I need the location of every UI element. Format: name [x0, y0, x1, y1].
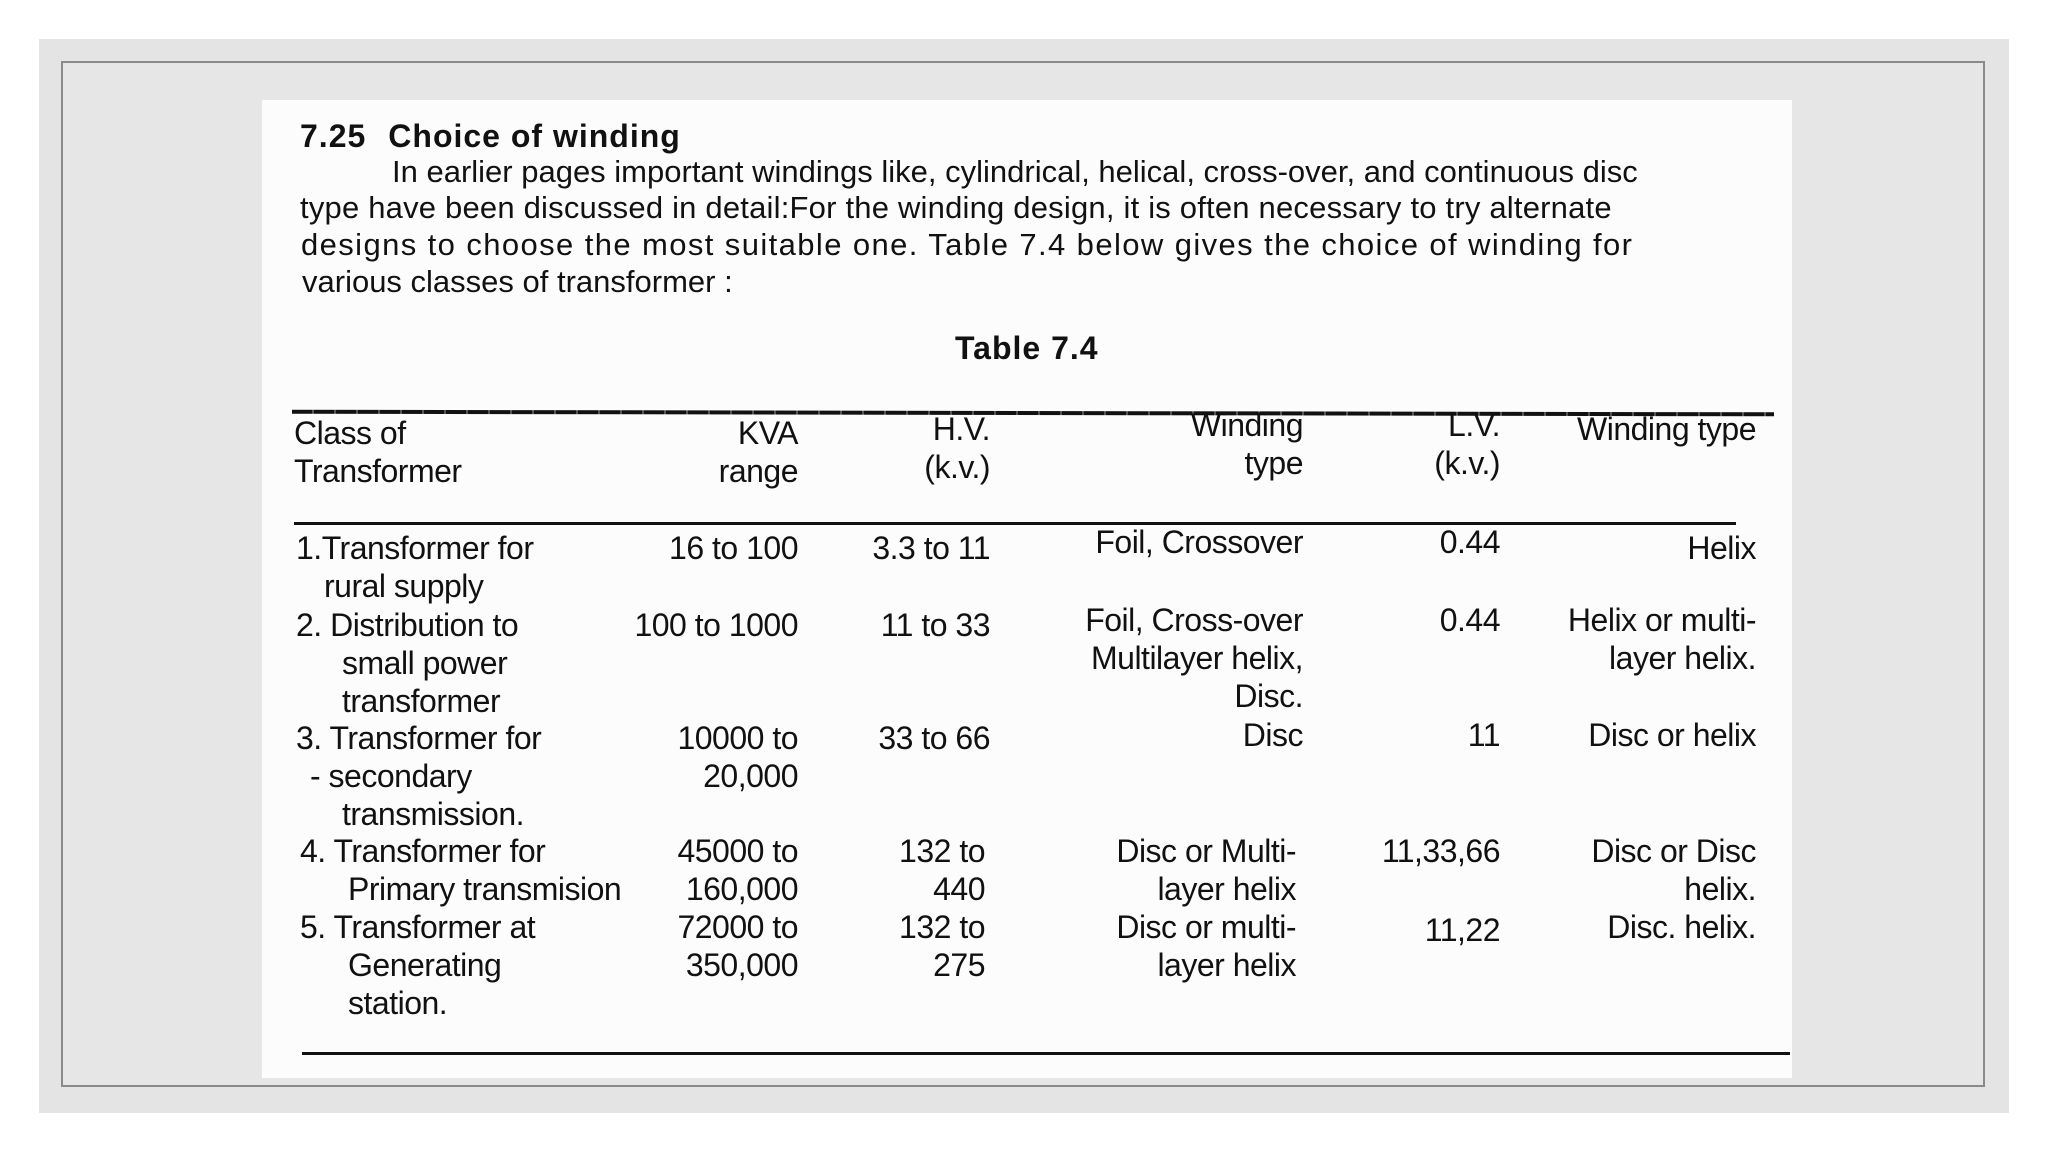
- row-2-lv-winding: Helix or multi- layer helix.: [1567, 602, 1756, 676]
- row-1-lv: 0.44: [1439, 524, 1500, 560]
- paragraph-line-2: type have been discussed in detail:For the winding design, it is often necessary to try alternate: [300, 190, 1612, 225]
- header-lv: L.V. (k.v.): [1434, 407, 1500, 481]
- row-3-hv-winding: Disc: [1242, 717, 1303, 753]
- header-class: Class of Transformer: [294, 415, 462, 489]
- row-1-hv: 3.3 to 11: [872, 530, 990, 566]
- row-5-lv: 11,22: [1424, 912, 1500, 948]
- paragraph-line-3: designs to choose the most suitable one. Table 7.4 below gives the choice of winding for: [301, 227, 1634, 262]
- row-4-hv: 132 to 440: [899, 833, 985, 907]
- row-3-kva: 10000 to 20,000: [677, 720, 798, 794]
- paragraph-line-4: various classes of transformer :: [302, 264, 733, 299]
- row-3-lv: 11: [1467, 717, 1500, 753]
- row-4-hv-winding: Disc or Multi- layer helix: [1116, 833, 1296, 907]
- header-lv-winding-type: Winding type: [1577, 411, 1756, 447]
- header-hv-winding-type: Winding type: [1190, 407, 1303, 481]
- row-5-lv-winding: Disc. helix.: [1607, 909, 1756, 945]
- row-1-kva: 16 to 100: [669, 530, 798, 566]
- header-kva: KVA range: [718, 415, 798, 489]
- section-title: Choice of winding: [388, 118, 681, 154]
- row-5-hv-winding: Disc or multi- layer helix: [1116, 909, 1296, 983]
- row-4-lv: 11,33,66: [1381, 833, 1500, 869]
- table-bottom-rule: [302, 1052, 1790, 1055]
- row-5-class: 5. Transformer at Generating station.: [300, 909, 536, 1021]
- row-3-hv: 33 to 66: [878, 720, 990, 756]
- row-4-class: 4. Transformer for Primary transmision: [300, 833, 622, 907]
- row-2-hv-winding: Foil, Cross-over Multilayer helix, Disc.: [1085, 602, 1303, 714]
- row-2-class: 2. Distribution to small power transformer: [296, 607, 519, 719]
- row-4-lv-winding: Disc or Disc helix.: [1591, 833, 1756, 907]
- row-3-class: 3. Transformer for - secondary transmission.: [296, 720, 542, 832]
- row-2-lv: 0.44: [1439, 602, 1500, 638]
- table-caption: Table 7.4: [955, 330, 1099, 366]
- row-1-class: 1.Transformer for rural supply: [296, 530, 534, 604]
- row-3-lv-winding: Disc or helix: [1588, 717, 1756, 753]
- section-heading: [300, 118, 681, 155]
- row-4-kva: 45000 to 160,000: [677, 833, 798, 907]
- paragraph-line-1: In earlier pages important windings like, cylindrical, helical, cross-over, and continuous disc: [392, 154, 1638, 189]
- row-2-hv: 11 to 33: [880, 607, 990, 643]
- section-number: 7.25: [300, 118, 367, 154]
- row-5-kva: 72000 to 350,000: [677, 909, 798, 983]
- row-1-hv-winding: Foil, Crossover: [1095, 524, 1303, 560]
- row-5-hv: 132 to 275: [899, 909, 985, 983]
- row-1-lv-winding: Helix: [1687, 530, 1756, 566]
- table-header-rule: [294, 522, 1736, 525]
- row-2-kva: 100 to 1000: [634, 607, 798, 643]
- header-hv: H.V. (k.v.): [924, 411, 990, 485]
